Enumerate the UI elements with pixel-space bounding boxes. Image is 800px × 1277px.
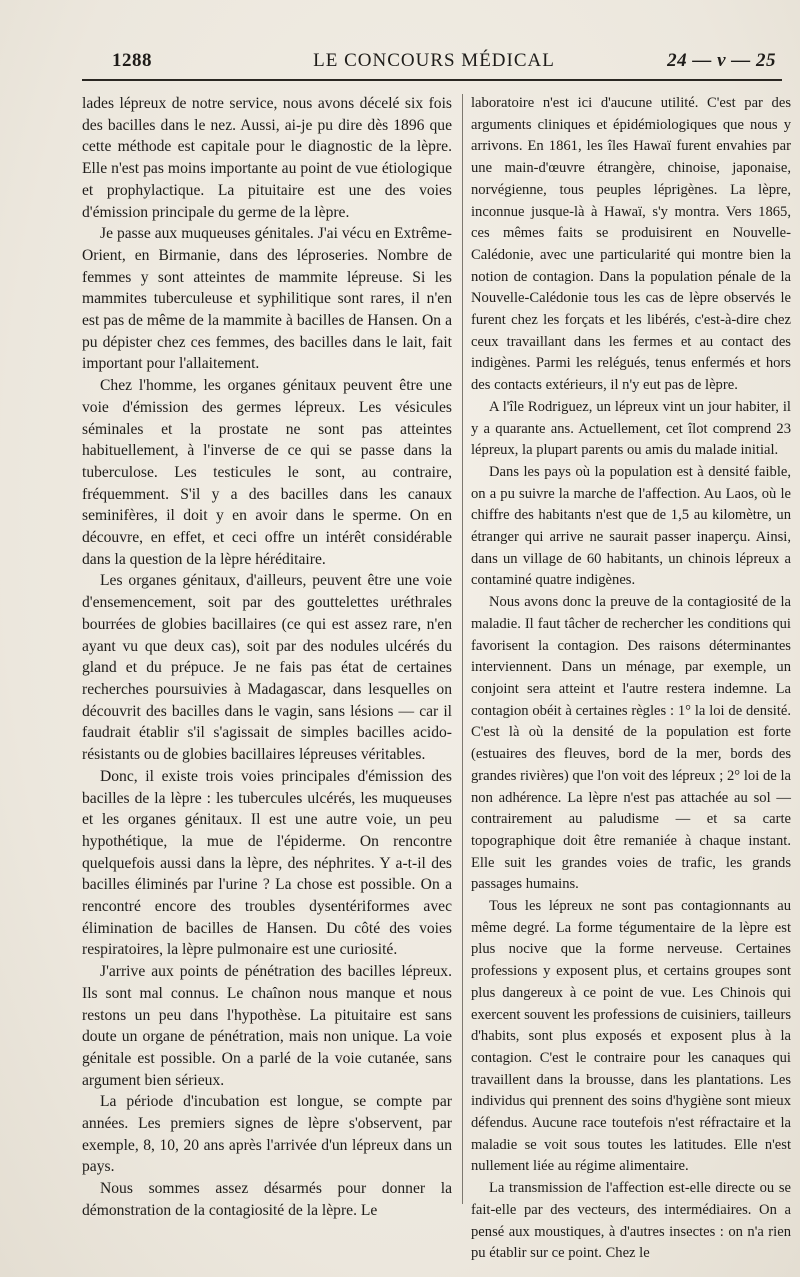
issue-date: 24 — v — 25 [667,50,776,71]
header-rule [82,79,782,81]
paragraph: La période d'incubation est longue, se compte par années. Les premiers signes de lèpre s'observent, par exemple, 8, 10, 20 ans après l'arrivée d'un lépreux dans un pays. [82,1093,452,1176]
paragraph: Donc, il existe trois voies principales d'émission des bacilles de la lèpre : les tubercules ulcérés, les muqueuses et les organes génitaux. Il est une autre voie, un peu hypothétique, la mue de l'épiderme. On rencontre quelquefois aussi dans la lèpre, des néphrites. Y a-t-il des bacilles éliminés par l'urine ? La chose est possible. On a rencontré encore des troubles dysentériformes avec élimination de bacilles de Hansen. Du côté des voies respiratoires, la lèpre pulmonaire est une curiosité. [82,767,452,959]
paragraph: Nous avons donc la preuve de la contagiosité de la maladie. Il faut tâcher de rechercher les conditions qui favorisent la contagion. Des raisons déterminantes interviennent. Dans un ménage, par exemple, un conjoint sera atteint et l'autre restera indemne. La contagion obéit à certaines règles : 1° la loi de densité. C'est là où la densité de la population est forte (estuaires des fleuves, bord de la mer, bords des grandes rivières) que l'on voit des lépreux ; 2° loi de la non adhérence. La lèpre n'est pas attachée au sol — contrairement au paludisme — et sa carte topographique doit être remaniée à chaque instant. Elle suit les grandes voies de trafic, les grands passages humains. [471,594,791,893]
paragraph: Nous sommes assez désarmés pour donner la démonstration de la contagiosité de la lèpre. Le [82,1180,452,1219]
left-column [82,93,452,1222]
journal-title: LE CONCOURS MÉDICAL [313,50,555,71]
paragraph: laboratoire n'est ici d'aucune utilité. C'est par des arguments cliniques et épidémiologiques que nous y arrivons. En 1861, les îles Hawaï furent envahies par une main-d'œuvre étrangère, chinoise, japonaise, norvégienne, tous peuples léprigènes. La lèpre, inconnue jusque-là à Hawaï, s'y montra. Vers 1865, ces mêmes faits se produisirent en Nouvelle-Calédonie, avec une particularité qui montre bien la notion de contagion. Dans la population pénale de la Nouvelle-Calédonie tous les cas de lèpre observés le furent chez les forçats et les libérés, c'est-à-dire chez ceux travaillant dans les fermes et au contact des indigènes. Parmi les relégués, tenus enfermés et hors des contacts extérieurs, il n'y eut pas de lèpre. [471,95,791,394]
paragraph: J'arrive aux points de pénétration des bacilles lépreux. Ils sont mal connus. Le chaînon nous manque et nous restons un peu dans l'hypothèse. La pituitaire est sans doute un organe de pénétration, mais non unique. La voie génitale est possible. On a parlé de la voie cutanée, sans argument bien sérieux. [82,963,452,1089]
right-column [471,93,791,1265]
page-number: 1288 [112,50,152,71]
column-divider [462,94,463,1204]
page-header [86,50,782,76]
paragraph: La transmission de l'affection est-elle directe ou se fait-elle par des vecteurs, des intermédiaires. On a pensé aux moustiques, à d'autres insectes : on n'a rien pu établir sur ce point. Chez le [471,1180,791,1262]
paragraph: Dans les pays où la population est à densité faible, on a pu suivre la marche de l'affection. Au Laos, où le chiffre des habitants n'est que de 1,5 au kilomètre, un étranger qui arrive ne saurait passer inaperçu. Ainsi, dans un village de 60 habitants, un chinois lépreux a contaminé quatre indigènes. [471,463,791,589]
paragraph: Les organes génitaux, d'ailleurs, peuvent être une voie d'ensemencement, soit par des gouttelettes uréthrales bourrées de globies bacillaires (ce qui est assez rare, n'en ayant vu que deux cas), soit par des nodules ulcérés du gland et du prépuce. Je ne fais pas état de certaines recherches poursuivies à Madagascar, dans lesquelles on découvrit des bacilles dans le vagin, sans lésions — car il faudrait établir s'il s'agissait de simples bacilles acido-résistants ou de globies bacillaires lépreuses véritables. [82,572,452,764]
paragraph: A l'île Rodriguez, un lépreux vint un jour habiter, il y a quarante ans. Actuellement, cet îlot comprend 23 lépreux, la plupart parents ou amis du malade initial. [471,398,791,459]
paragraph: Je passe aux muqueuses génitales. J'ai vécu en Extrême-Orient, en Birmanie, dans des léproseries. Nombre de femmes y sont atteintes de mammite lépreuse. Si les mammites tuberculeuse et syphilitique sont rares, il n'en est pas de même de la mammite à bacilles de Hansen. On a pu dépister chez ces femmes, des bacilles dans le lait, fait important pour l'allaitement. [82,225,452,373]
paragraph: Tous les lépreux ne sont pas contagionnants au même degré. La forme tégumentaire de la lèpre est plus nocive que la forme nerveuse. Certaines professions y exposent plus, et certains groupes sont plus dangereux à ce point de vue. Les Chinois qui exercent souvent les professions de cuisiniers, tailleurs d'habits, sont plus exposés et exposent plus à la contagion. C'est le contraire pour les canaques qui travaillent dans la brousse, dans les plantations. Les individus qui prennent des soins d'hygiène sont mieux défendus. Aucune race toutefois n'est réfractaire et la maladie se voit sous toutes les latitudes. Elle n'est nullement liée au régime alimentaire. [471,898,791,1175]
paragraph: Chez l'homme, les organes génitaux peuvent être une voie d'émission des germes lépreux. Les vésicules séminales et la prostate ne sont pas atteintes habituellement, à l'inverse de ce qui se passe dans la tuberculose. Les testicules le sont, au contraire, fréquemment. S'il y a des bacilles dans les canaux seminifères, il doit y en avoir dans le sperme. On en découvre, en effet, et ceci offre un intérêt considérable dans la question de la lèpre héréditaire. [82,377,452,568]
paragraph: lades lépreux de notre service, nous avons décelé six fois des bacilles dans le nez. Aussi, ai-je pu dire dès 1896 que cette méthode est capitale pour le diagnostic de la lèpre. Elle n'est pas moins importante au point de vue étiologique et prophylactique. La pituitaire est une des voies d'émission principale du germe de la lèpre. [82,95,452,221]
